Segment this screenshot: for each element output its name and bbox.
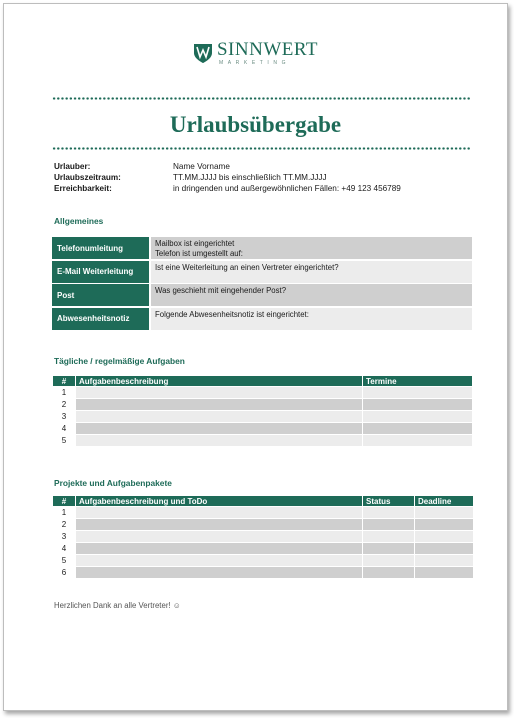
section-heading-daily: Tägliche / regelmäßige Aufgaben [54,356,185,366]
description-cell[interactable] [76,566,362,578]
table-row [53,554,473,566]
general-row-label: E-Mail Weiterleitung [52,261,149,283]
row-number: 1 [53,506,75,518]
description-cell[interactable] [76,422,362,434]
section-heading-general: Allgemeines [54,216,104,226]
table-row [53,506,473,518]
status-cell[interactable] [363,506,414,518]
general-row-phone [52,237,472,259]
status-cell[interactable] [363,542,414,554]
row-number: 4 [53,542,75,554]
table-row [53,410,472,422]
row-number: 5 [53,554,75,566]
section-heading-projects: Projekte und Aufgabenpakete [54,478,172,488]
date-cell[interactable] [363,398,472,410]
status-cell[interactable] [363,554,414,566]
general-row-post [52,284,472,306]
column-header: Aufgabenbeschreibung und ToDo [76,496,362,506]
dotted-divider-bottom [52,147,471,150]
value-line: Ist eine Weiterleitung an einen Vertreter eingerichtet? [155,262,339,272]
table-row [53,434,472,446]
info-value[interactable]: in dringenden und außergewöhnlichen Fällen: +49 123 456789 [173,184,401,193]
deadline-cell[interactable] [415,542,473,554]
description-cell[interactable] [76,542,362,554]
general-table [52,237,472,331]
row-number: 2 [53,398,75,410]
general-row-value[interactable] [151,237,472,259]
description-cell[interactable] [76,554,362,566]
table-row [53,398,472,410]
general-row-away-note [52,308,472,330]
general-row-label: Telefonumleitung [52,237,149,259]
info-row [54,161,401,172]
general-row-label: Abwesenheitsnotiz [52,308,149,330]
value-line: Mailbox ist eingerichtet [155,239,235,248]
general-row-label: Post [52,284,149,306]
description-cell[interactable] [76,410,362,422]
description-cell[interactable] [76,434,362,446]
date-cell[interactable] [363,422,472,434]
table-row [53,422,472,434]
description-cell[interactable] [76,506,362,518]
description-cell[interactable] [76,386,362,398]
daily-tasks-table [52,376,473,446]
value-line: Was geschieht mit eingehender Post? [155,286,287,295]
table-row [53,530,473,542]
date-cell[interactable] [363,386,472,398]
deadline-cell[interactable] [415,554,473,566]
general-row-value[interactable] [151,284,472,306]
row-number: 1 [53,386,75,398]
info-label: Erreichbarkeit: [54,184,112,193]
row-number: 2 [53,518,75,530]
info-block [54,161,401,194]
table-row [53,542,473,554]
logo-emblem-icon [193,42,213,64]
row-number: 3 [53,530,75,542]
date-cell[interactable] [363,434,472,446]
logo [4,40,507,69]
column-header: Aufgabenbeschreibung [76,376,362,386]
description-cell[interactable] [76,398,362,410]
dotted-divider-top [52,97,471,100]
logo-subtitle: MARKETING [218,60,291,66]
row-number: 4 [53,422,75,434]
status-cell[interactable] [363,566,414,578]
general-row-value[interactable] [151,308,472,330]
value-line: Telefon ist umgestellt auf: [155,248,243,258]
description-cell[interactable] [76,518,362,530]
general-row-value[interactable] [151,261,472,283]
row-number: 3 [53,410,75,422]
column-header: # [53,376,75,386]
column-header: Termine [363,376,472,386]
thank-you-note: Herzlichen Dank an alle Vertreter! ☺ [54,601,181,610]
info-value[interactable]: Name Vorname [173,162,230,171]
deadline-cell[interactable] [415,566,473,578]
info-row [54,183,401,194]
column-header: Status [363,496,414,506]
value-line: Folgende Abwesenheitsnotiz ist eingerichtet: [155,309,309,319]
table-row [53,386,472,398]
general-row-email [52,261,472,283]
row-number: 6 [53,566,75,578]
deadline-cell[interactable] [415,518,473,530]
column-header: Deadline [415,496,473,506]
column-header: # [53,496,75,506]
deadline-cell[interactable] [415,530,473,542]
projects-table [52,496,474,578]
status-cell[interactable] [363,518,414,530]
page-title: Urlaubsübergabe [169,112,342,137]
info-row [54,172,401,183]
document-page [3,3,508,711]
date-cell[interactable] [363,410,472,422]
description-cell[interactable] [76,530,362,542]
table-row [53,518,473,530]
logo-wordmark: SINNWERT [216,39,318,60]
deadline-cell[interactable] [415,506,473,518]
info-label: Urlauber: [54,162,91,171]
status-cell[interactable] [363,530,414,542]
info-value[interactable]: TT.MM.JJJJ bis einschließlich TT.MM.JJJJ [173,173,327,182]
row-number: 5 [53,434,75,446]
info-label: Urlaubszeitraum: [54,173,121,182]
table-row [53,566,473,578]
